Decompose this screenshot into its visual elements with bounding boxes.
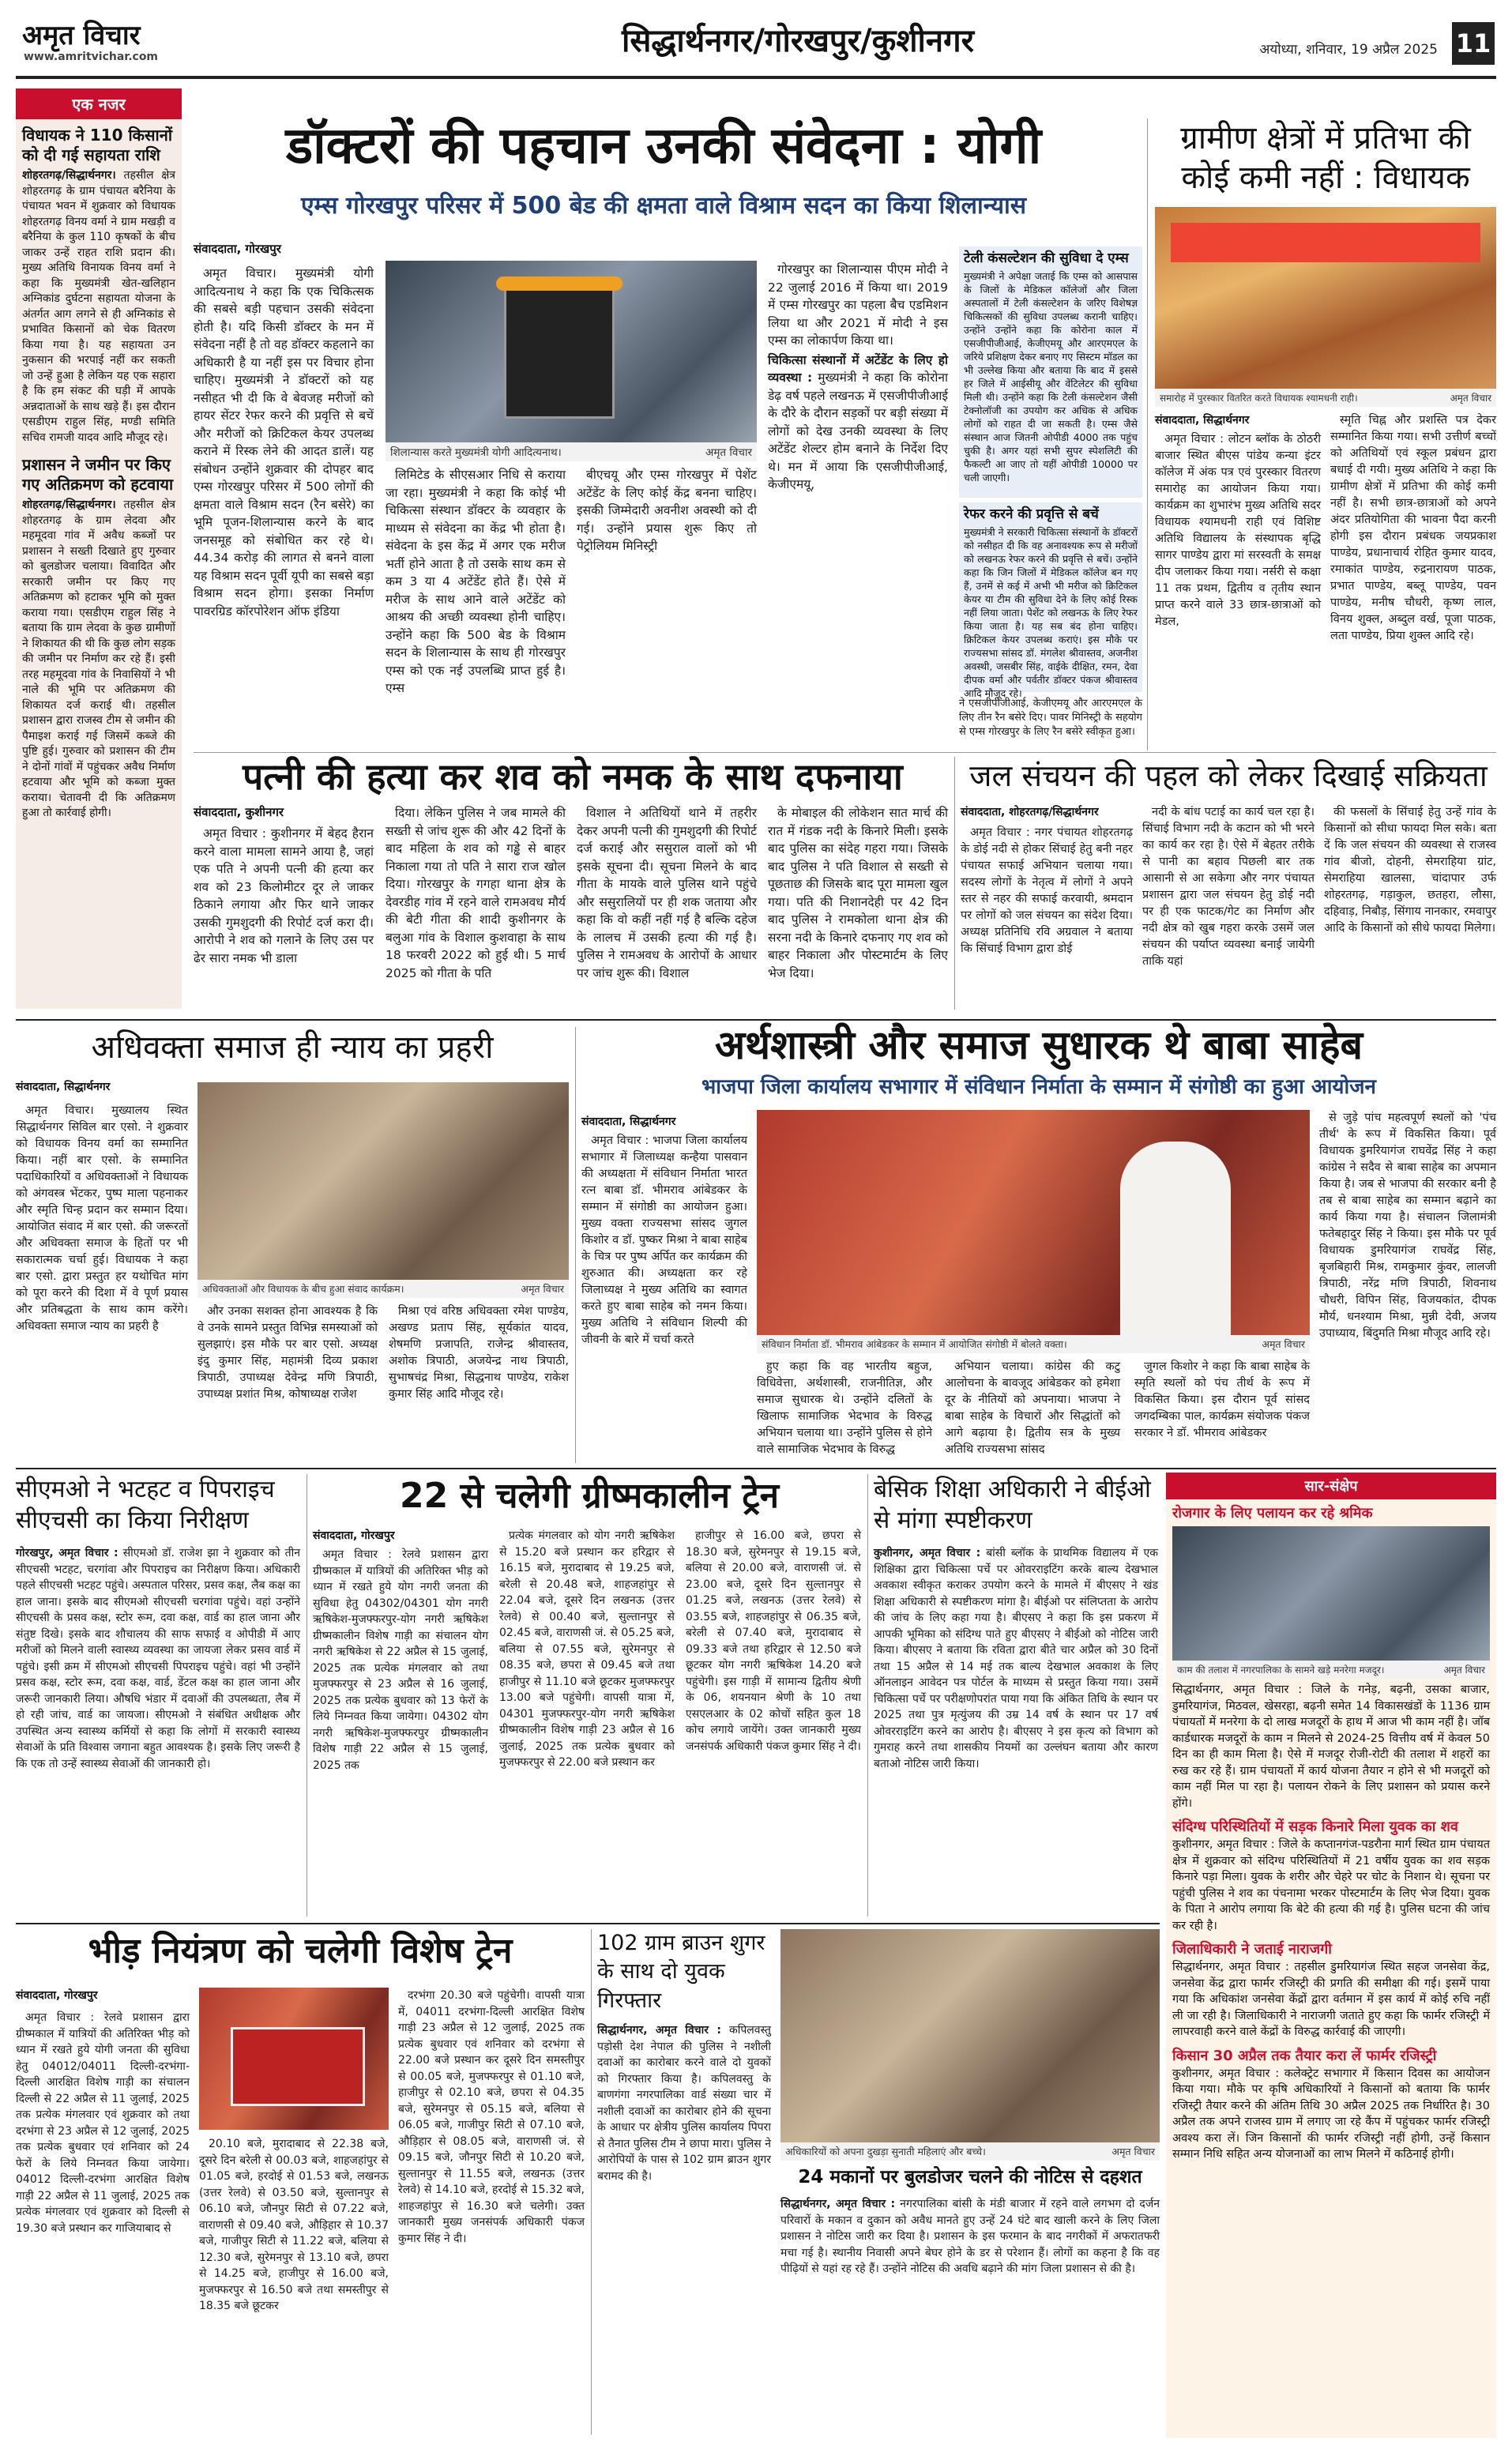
divider-brown-sugar <box>591 1929 592 2435</box>
summer-train-col1-text: अमृत विचार : रेलवे प्रशासन द्वारा ग्रीष्मकाल में यात्रियों की अतिरिक्त भीड़ को ध्यान में रखते हुये योग नगरी जनता की सुविधा हेतु 04302/04301 योग नगरी ऋषिकेश-मुजफ्फरपुर-योग नगरी ऋषिकेश ग्रीष्मकालीन विशेष गाड़ी का संचालन योग नगरी ऋषिकेश से 22 अप्रैल से 15 जुलाई, 2025 तक प्रत्येक मंगलवार को तथा मुजफ्फरपुर से 23 अप्रैल से 16 जुलाई, 2025 तक प्रत्येक बुधवार को 13 फेरों के लिये निम्नवत किया जायेगा। 04302 योग नगरी ऋषिकेश-मुजफ्फरपुर ग्रीष्मकालीन विशेष गाड़ी 22 अप्रैल से 15 जुलाई, 2025 तक <box>313 1548 488 1772</box>
brown-sugar-headline: 102 ग्राम ब्राउन शुगर के साथ दो युवक गिरफ्तार <box>597 1931 765 2013</box>
cmo-byline: गोरखपुर, अमृत विचार : <box>16 1547 118 1559</box>
lead-col2b <box>577 466 757 747</box>
rule-row2 <box>194 752 1496 753</box>
bsa-byline: कुशीनगर, अमृत विचार : <box>874 1547 981 1559</box>
murder-col2-text: दिया। लेकिन पुलिस ने जब मामले की सख्ती से जांच शुरू की और 42 दिनों के बाद महिला के शव को गड्ढे से बाहर निकाला गया तो पति ने सारा राज खोल दिया। गोरखपुर के गगहा थाना क्षेत्र के देवरडीह गांव में रहने वाले रामअवध मौर्य की बेटी गीता की शादी कुशीनगर के बलुआ गांव के विशाल कुशवाहा के साथ 18 फरवरी 2022 को हुई थी। 5 मार्च 2025 को गीता के पति <box>386 806 566 980</box>
water-byline: संवाददाता, शोहरतगढ़/सिद्धार्थनगर <box>961 806 1099 818</box>
lead-col2b-text: बीएचयू और एम्स गोरखपुर में पेशेंट अटेंडेंट के लिए कोई केंद्र बनना चाहिए। इसकी जिम्मेदारी अवनीश अवस्थी को दी गई। उन्होंने प्रयास शुरू किए तो पेट्रोलियम मिनिस्ट्री <box>577 468 757 553</box>
brown-sugar-byline: सिद्धार्थनगर, अमृत विचार : <box>597 2024 721 2037</box>
brief1-photo <box>1172 1526 1490 1661</box>
bulldozer-headline: 24 मकानों पर बुलडोजर चलने की नोटिस से दहशत <box>798 2167 1142 2187</box>
briefs-column <box>1166 1473 1496 2438</box>
bsa-headline: बेसिक शिक्षा अधिकारी ने बीईओ से मांगा स्पष्टीकरण <box>874 1476 1151 1534</box>
lead-photo <box>386 261 757 442</box>
right-top-headline: ग्रामीण क्षेत्रों में प्रतिभा की कोई कमी नहीं : विधायक <box>1180 120 1471 196</box>
cmo-body <box>16 1545 300 1915</box>
right-top-col1-text: अमृत विचार : लोटन ब्लॉक के ठोठरी बाजार स्थित बीएस पांडेय कन्या इंटर कॉलेज में अंक पत्र एवं पुरस्कार वितरण समारोह का आयोजन किया गया। कार्यक्रम का शुभारंभ मुख्य अतिथि सदर विधायक श्यामधनी राही एवं विशिष्ट अतिथि विद्यालय के संस्थापक बृद्धि सागर पाण्डेय द्वारा मां सरस्वती के समक्ष दीप जलाकर किया गया। नर्सरी से कक्षा 11 तक प्रथम, द्वितीय व तृतीय स्थान प्राप्त करने वाले 33 छात्र-छात्राओं को मेडल, <box>1155 433 1321 628</box>
crowd-train-headline: भीड़ नियंत्रण को चलेगी विशेष ट्रेन <box>88 1931 513 1971</box>
right-top-photo-credit: अमृत विचार <box>1450 393 1491 404</box>
murder-col1-text: अमृत विचार : कुशीनगर में बेहद हैरान करने वाला मामला सामने आया है, जहां एक पति ने अपनी पत्नी की हत्या कर शव को 23 किलोमीटर दूर ले जाकर ठिकाने लगाया और फिर थाने जाकर उसकी गुमशुदगी की रिपोर्ट दर्ज करा दी। आरोपी ने शव को गलाने के लिए उस पर ढेर सारा नमक भी डाला <box>194 826 374 965</box>
advocate-photo <box>197 1082 569 1280</box>
lead-col3-more: मुख्यमंत्री ने कहा कि कोरोना डेढ़ वर्ष पहले लखनऊ में एसजीपीजीआई के दौरे के दौरान सड़कों पर बड़ी संख्या में लोगों को देख उनकी व्यवस्था के लिए अटेंडेंट शेल्टर होम बनाने के निर्देश दिए थे। मन में आया कि एसजीपीजीआई, केजीएमयू, <box>768 371 948 491</box>
water-col2-text: नदी के बांध पटाई का कार्य चल रहा है। सिंचाई विभाग नदी के कटान को भी भरने का कार्य कर रहा है। ऐसे में बेहतर तरीके से पानी का बहाव पिछली बार तक आसानी से आ सकेगा और नगर पंचायत प्रशासन द्वारा जल संचयन हेतु डोई नदी पर ही एक फाटक/गेट का निर्माण और नदी क्षेत्र को खुब गहरा करके उसमें जल संचयन की पर्याप्त व्यवस्था बनाई जायेगी ताकि यहां <box>1142 806 1315 968</box>
right-top-caption-text: समारोह में पुरस्कार वितरित करते विधायक श्यामधनी राही। <box>1160 393 1358 404</box>
sidebar-story2-byline: शोहरतगढ़/सिद्धार्थनगर। <box>22 498 116 511</box>
brief1-text: सिद्धार्थनगर, अमृत विचार : जिले के गनेड़, बढ़नी, उसका बाजार, डुमरियागंज, मिठवल, खेसरहा, बढ़नी समेत 14 विकासखंडों के 1136 ग्राम पंचायतों में मनरेगा के दो लाख मजदूरों के हाथ में आज भी काम नहीं है। जॉब कार्डधारक मजदूरों के काम न मिलने से 2024-25 वित्तीय वर्ष में केवल 50 दिन का ही काम मिला है। ऐसे में मजदूर रोजी-रोटी की तलाश में शहरों का रुख कर रहे हैं। ग्राम पंचायतों में कार्य योजना तैयार न होने से भी मजदूरों को काम नहीं मिल पा रहा है। पलायन रोकने के लिए प्रशासन को प्रयास करने होंगे। <box>1172 1683 1490 1810</box>
water-col1 <box>961 825 1133 1006</box>
ambedkar-col5-text: से जुड़े पांच महत्वपूर्ण स्थलों को 'पंच तीर्थ' के रूप में विकसित किया। पूर्व विधायक डुमरियागंज राघवेंद्र सिंह ने कहा कांग्रेस ने सदैव से बाबा साहेब का अपमान किया है। जब से भाजपा की सरकार बनी है तब से बाबा साहेब का सम्मान बढ़ाने का कार्य किया गया है। संचालन जिलामंत्री फतेबहादुर सिंह ने किया। इस मौके पर पूर्व विधायक डुमरियागंज राघवेंद्र सिंह, बृजबिहारी मिश्र, रामकुमार कुंवर, लालजी त्रिपाठी, नरेंद्र मणि त्रिपाठी, शिवनाथ चौधरी, विपिन सिंह, विजयकांत, दीपक मौर्य, धनश्याम मिश्रा, मुन्नी देवी, अजय उपाध्याय, बिंदुमति मिश्रा मौजूद आदि रहे। <box>1319 1112 1496 1340</box>
rule-row4 <box>16 1468 1496 1469</box>
locomotive <box>231 2027 365 2106</box>
summer-train-col2 <box>499 1528 675 1915</box>
lead-col3 <box>768 261 948 747</box>
brief3-text: सिद्धार्थनगर, अमृत विचार : तहसील डुमरियागंज स्थित सहज जनसेवा केंद्र, जनसेवा केंद्र द्वारा फार्मर रजिस्ट्री की प्रगति की समीक्षा की गई। इसमें पाया गया कि अधिकांश जनसेवा केंद्रों द्वारा वर्तमान में इस कार्य में कोई रुचि नहीं ली जा रही है। जिलाधिकारी ने नाराजगी जताते हुए कहा कि फार्मर रजिस्ट्री में लापरवाही करने वाले केंद्रों के विरुद्ध कार्रवाई की जाएगी। <box>1172 1961 1490 2038</box>
lead-photo-caption-text: शिलान्यास करते मुख्यमंत्री योगी आदित्यनाथ। <box>390 446 562 459</box>
brief1-headline: रोजगार के लिए पलायन कर रहे श्रमिक <box>1172 1505 1373 1522</box>
advocate-col3 <box>389 1303 569 1460</box>
bulldozer-byline: सिद्धार्थनगर, अमृत विचार : <box>780 2198 896 2210</box>
brief2-headline: संदिग्ध परिस्थितियों में सड़क किनारे मिला युवक का शव <box>1172 1819 1458 1835</box>
murder-col2 <box>386 804 566 1006</box>
brief1-photo-credit: अमृत विचार <box>1443 1664 1485 1676</box>
lead-subhead: एम्स गोरखपुर परिसर में 500 बेड की क्षमता वाले विश्राम सदन का किया शिलान्यास <box>300 192 1027 220</box>
summer-train-byline: संवाददाता, गोरखपुर <box>313 1529 395 1542</box>
summer-train-headline: 22 से चलेगी ग्रीष्मकालीन ट्रेन <box>399 1476 780 1516</box>
ambedkar-col4-text: जुगल किशोर ने कहा कि बाबा साहेब के स्मृति स्थलों को पंच तीर्थ के रूप में विकसित किया। इस दौरान पूर्व सांसद जगदम्बिका पाल, कार्यक्रम संयोजक पंकज सरकार ने डॉ. भीमराव आंबेडकर <box>1134 1360 1310 1439</box>
ambedkar-col5 <box>1319 1110 1496 1460</box>
advocate-col1-text: अमृत विचार। मुख्यालय स्थित सिद्धार्थनगर सिविल बार एसो. ने शुक्रवार को विधायक विनय वर्मा का सम्मानित किया। नहीं बार एसो. के सम्मानित पदाधिकारियों व अधिवक्ताओं ने विधायक को अंगवस्त्र भेंटकर, पुष्प माला पहनाकर और स्मृति चिन्ह प्रदान कर सम्मान दिया। आयोजित संवाद में बार एसो. की जरूरतों और अधिवक्ता समाज के हितों पर भी सकारात्मक चर्चा हुई। विधायक ने कहा बार एसो. द्वारा प्रस्तुत हर यथोचित मांग को पूरा करने की दिशा में वे पूर्ण प्रयास और प्रतिबद्धता के साथ काम करेंगे। अधिवक्ता समाज न्याय का प्रहरी है <box>16 1104 188 1333</box>
divider-water <box>954 757 955 1010</box>
murder-col1 <box>194 825 374 1006</box>
lead-box <box>959 246 1142 498</box>
murder-col3 <box>577 804 757 1006</box>
sidebar-story2-headline: प्रशासन ने जमीन पर किए गए अतिक्रमण को हटवाया <box>22 455 174 494</box>
bsa-text: बांसी ब्लॉक के प्राथमिक विद्यालय में एक शिक्षिका द्वारा चिकित्सा पर्चे पर ओवरराइटिंग करके बाल्य देखभाल अवकाश स्वीकृत कराकर उपयोग करने के मामले में बीएसए ने खंड शिक्षा अधिकारी से स्पष्टीकरण मांगा है। बीईओ पर संलिप्तता के आरोप की जांच के लिए कहा गया है। बीएसए ने कहा कि इस प्रकरण में आपकी भूमिका को संदिग्ध पाते हुए बीएसए ने बीईओ को नोटिस जारी किया। बीएसए ने बताया कि रविता द्वारा बीते चार अप्रैल को 30 दिनों तथा 15 अप्रैल से 14 मई तक बाल्य देखभाल अवकाश के लिए ऑनलाइन आवेदन पत्र पोर्टल के माध्यम से प्रस्तुत किया गया। उसमें चिकित्सा पर्चे पर परीक्षणोपरांत पाया गया कि अंकित तिथि के स्थान पर 2025 तथा पुत्र मृत्युंजय की उम्र 14 वर्ष के स्थान पर 17 वर्ष ओवरराइटिंग करने का आरोप है। बीएसए ने इस कृत्य को विभाग को गुमराह करने तथा शासकीय नियमों का उल्लंघन बताया और कारण बताओ नोटिस जारी किया। <box>874 1547 1159 1770</box>
sidebar-story1-text: तहसील क्षेत्र शोहरतगढ़ के ग्राम पंचायत बरैनिया के पंचायत भवन में शुक्रवार को विधायक शोहरतगढ़ विनय वर्मा ने ग्राम मखड़ी व बरैनिया के कुल 110 कृषकों के बीच जाकर उन्हें राहत राशि प्रदान की। मुख्य अतिथि विनायक विनय वर्मा ने कहा कि मुख्यमंत्री खेत-खलिहान अग्निकांड दुर्घटना सहायता योजना के अंतर्गत आग लगने से ही अग्निकांड से प्रभावित किसानों को चेक वितरण किया गया है। यह सहायता उन नुकसान की भरपाई नहीं कर सकती जो उन्हें हुआ है लेकिन यह एक सहारा है कि हम संकट की घड़ी में आपके अन्नदाताओं के साथ खड़े हैं। इस दौरान एसडीएम राहुल सिंह, मण्डी समिति सचिव रामजी यादव आदि मौजूद रहे। <box>22 169 175 444</box>
water-col2 <box>1142 804 1315 1006</box>
right-top-col2 <box>1330 412 1496 747</box>
sidebar-story1-headline: विधायक ने 110 किसानों को दी गई सहायता राशि <box>22 126 172 164</box>
ambedkar-photo-credit: अमृत विचार <box>1262 1338 1305 1350</box>
summer-train-col2-text: प्रत्येक मंगलवार को योग नगरी ऋषिकेश से 15.20 बजे प्रस्थान कर हरिद्वार से 16.15 बजे, मुरादाबाद से 19.25 बजे, बरेली से 20.48 बजे, शाहजहांपुर से 22.04 बजे, दूसरे दिन लखनऊ (उत्तर रेलवे) से 00.40 बजे, सुल्तानपुर से 02.45 बजे, वाराणसी जं. से 05.25 बजे, बलिया से 07.55 बजे, सुरेमनपुर से 08.35 बजे, छपरा से 09.45 बजे तथा हाजीपुर से 11.10 बजे छूटकर मुजफ्फरपुर 13.00 बजे पहुंचेगी। वापसी यात्रा में, 04301 मुजफ्फरपुर-योग नगरी ऋषिकेश ग्रीष्मकालीन विशेष गाड़ी 23 अप्रैल से 16 जुलाई, 2025 तक प्रत्येक बुधवार को मुजफ्फरपुर से 22.00 बजे प्रस्थान कर <box>499 1529 675 1769</box>
summer-train-col3-text: हाजीपुर से 16.00 बजे, छपरा से 18.30 बजे, सुरेमनपुर से 19.15 बजे, बलिया से 20.00 बजे, वाराणसी जं. से 23.00 बजे, दूसरे दिन सुल्तानपुर से 01.25 बजे, लखनऊ (उत्तर रेलवे) से 03.55 बजे, शाहजहांपुर से 06.35 बजे, बरेली से 07.40 बजे, मुरादाबाद से 09.33 बजे तथा हरिद्वार से 12.50 बजे छूटकर योग नगरी ऋषिकेश 14.20 बजे पहुंचेगी। इस गाड़ी में सामान्य द्वितीय श्रेणी के 06, शयनयान श्रेणी के 10 तथा एसएलआर के 02 कोचों सहित कुल 18 कोच लगाये जायेंगे। उक्त जानकारी मुख्य जनसंपर्क अधिकारी पंकज कुमार सिंह ने दी। <box>686 1529 861 1753</box>
bulldozer-text: नगरपालिका बांसी के मंडी बाजार में रहने वाले लगभग दो दर्जन परिवारों के मकान व दुकान को अवैध मानते हुए उन्हें 24 घंटे बाद खाली करने के लिए जिला प्रशासन ने नोटिस जारी कर दिया है। प्रशासन के इस फरमान के बाद नगरीकों में अफरातफरी मचा गई है। स्थानीय निवासी अपने बेघर होने के डर से परेशान हैं। लोगों का कहना है कि वह पीढ़ियों से यहां रह रहे हैं। उन्होंने नोटिस की अवधि बढ़ाने की मांग जिला प्रशासन से की है। <box>780 2198 1160 2275</box>
divider-ambedkar <box>575 1027 576 1463</box>
masthead <box>0 0 1512 76</box>
lead-col3-text: गोरखपुर का शिलान्यास पीएम मोदी ने 22 जुलाई 2016 में किया था। 2019 में एम्स गोरखपुर का पहला बैच एडमिशन लिया था और 2021 में मोदी ने इस एम्स का लोकार्पण किया था। <box>768 262 948 348</box>
section-title: सिद्धार्थनगर/गोरखपुर/कुशीनगर <box>622 23 974 59</box>
bulldozer-caption-text: अधिकारियों को अपना दुखड़ा सुनाती महिलाएं और बच्चे। <box>785 2146 986 2157</box>
water-col3-text: की फसलों के सिंचाई हेतु उन्हें गांव के किसानों को सीधा फायदा मिल सके। बता दें कि जल संचयन की व्यवस्था से राजस्व गांव बीजो, दोहनी, सेमराहिया ग्रांट, सेमराहिया खालसा, चांदापार उर्फ शोहरतगढ़, गड़ाकुल, छतहरा, लौसा, दहिवाड़, निबौड़, सिंगाय नानकार, रमवापुर आदि के किसानों को सीधे फायदा मिलेगा। <box>1324 806 1496 935</box>
lead-box2-headline: रेफर करने की प्रवृत्ति से बचें <box>964 506 1099 522</box>
advocate-col2 <box>197 1303 378 1460</box>
cmo-headline: सीएमओ ने भटहट व पिपराइच सीएचसी का किया निरीक्षण <box>16 1476 275 1534</box>
divider-right-top <box>1147 118 1148 750</box>
lead-col2 <box>386 466 566 747</box>
right-top-col1 <box>1155 431 1321 747</box>
ambedkar-col2-text: हुए कहा कि वह भारतीय बहुज, विधिवेत्ता, अर्थशास्त्री, राजनीतिज्ञ, और समाज सुधारक थे। उन्होंने दलितों के खिलाफ सामाजिक भेदभाव के विरुद्ध अभियान चलाया था। उन्होंने पुलिस से होने वाले सामाजिक भेदभाव के विरुद्ध <box>757 1360 932 1456</box>
page-number: 11 <box>1452 22 1495 65</box>
advocate-col1 <box>16 1103 188 1460</box>
website[interactable]: www.amritvichar.com <box>24 51 159 63</box>
ambedkar-caption <box>757 1335 1310 1353</box>
brown-sugar-body <box>597 2022 771 2436</box>
lead-box1-text: मुख्यमंत्री ने अपेक्षा जताई कि एम्स को आसपास के जिलों के मेडिकल कॉलेजों और जिला अस्पतालों में टेली कंसल्टेशन के जरिए विशेषज्ञ चिकित्सकों की सुविधा उपलब्ध करानी चाहिए। उन्होंने उन्होंने कहा कि कोरोना काल में एसजीपीजीआई, केजीएमयू और आरएमएल के जरिये प्रशिक्षण देकर बनाए गए सिस्टम मॉडल का भी उल्लेख किया और बताया कि बाद में इससे हर जिले में आईसीयू और वेंटिलेटर की सुविधा मिली थी। उन्होंने कहा कि टेली कंसल्टेशन जैसी टेक्नोलॉजी का उपयोग कर अधिक से अधिक लोगों को राहत दी जा सकती है। एम्स जैसे संस्थान आज जितनी ओपीडी 4000 तक पहुंच चुकी है। अगर यहां सभी सुपर स्पेशलिटी की फैकल्टी आ जाए तो यहीं ओपीडी 10000 पर चली जाएगी। <box>964 269 1138 483</box>
summer-train-col3 <box>686 1528 861 1915</box>
marigold-garland <box>496 276 622 291</box>
crowd-train-col1 <box>16 2010 190 2436</box>
lead-col5 <box>959 697 1142 747</box>
ambedkar-headline: अर्थशास्त्री और समाज सुधारक थे बाबा साहेब <box>714 1022 1363 1068</box>
right-top-caption <box>1155 389 1496 407</box>
lead-col5-text: ने एसजीपीजीआई, केजीएमयू और आरएमएल के लिए तीन रैन बसेरे दिए। पावर मिनिस्ट्री के सहयोग से एम्स गोरखपुर के लिए रैन बसेरे स्वीकृत हुआ। <box>959 698 1142 738</box>
advocate-caption-text: अधिवक्ताओं और विधायक के बीच हुआ संवाद कार्यक्रम। <box>202 1283 404 1295</box>
murder-headline: पत्नी की हत्या कर शव को नमक के साथ दफनाया <box>243 755 903 798</box>
lead-byline: संवाददाता, गोरखपुर <box>194 242 281 256</box>
sidebar-story1-byline: शोहरतगढ़/सिद्धार्थनगर। <box>22 169 116 182</box>
murder-byline: संवाददाता, कुशीनगर <box>194 805 284 819</box>
ambedkar-photo <box>757 1110 1310 1335</box>
lead-photo-credit: अमृत विचार <box>705 446 752 459</box>
lead-col1 <box>194 265 374 747</box>
briefs-label: सार-संक्षेप <box>1166 1473 1496 1499</box>
lead-headline: डॉक्टरों की पहचान उनकी संवेदना : योगी <box>285 117 1042 175</box>
cmo-text: सीएमओ डॉ. राजेश झा ने शुक्रवार को तीन सीएचसी भटहट, चरगांवा और पिपराइच का निरीक्षण किया। अधिकारी पहले सीएचसी भटहट पहुंचे। अस्पताल परिसर, प्रसव कक्ष, लैब कक्ष का हाल जाना। इसके बाद सीएमओ सीएचसी चरगांवा पहुंचे। वहां उन्होंने सीएचसी के प्रसव कक्ष, स्टोर रूम, दवा कक्ष, वार्ड का हाल जाना और संतुष्ट दिखे। इसके बाद शौचालय की साफ सफाई व ओपीडी में आए मरीजों को मिलने वाली स्वास्थ्य व्यवस्था का जायजा लेकर प्रसव वार्ड में पहुंचे। इसी क्रम में सीएमओ सीएचसी पिपराइच पहुंचे। वहां भी उन्होंने प्रसव कक्ष, स्टोर रूम, दवा कक्ष, वार्ड, डेंटल कक्ष का हाल जाना और जरूरी जानकारी लिया। औषधि भंडार में दवाओं की उपलब्धता, लैब में हो रही जांच, वार्ड का जायजा। सीएमओ ने संबंधित अधीक्षक और उपस्थित अन्य स्वास्थ्य कर्मियों से कहा कि लोगों में सरकारी स्वास्थ्य सेवाओं के प्रति विश्वास जगाना बहुत आवश्यक है। इसके लिए जरूरी है कि एक तो उन्हें स्वास्थ्य सेवाओं की जानकारी हो। <box>16 1547 300 1770</box>
speaker <box>1120 1142 1231 1335</box>
right-top-col2-text: स्मृति चिह्न और प्रशस्ति पत्र देकर सम्मानित किया गया। सभी उत्तीर्ण बच्चों को अतिथियों एवं स्कूल प्रबंधन द्वारा बधाई दी गयी। मुख्य अतिथि ने कहा कि ग्रामीण क्षेत्रों में प्रतिभा की कोई कमी नहीं है। सभी छात्र-छात्राओं को अपने अंदर प्रतियोगिता की भावना पैदा करनी होगी इस दौरान प्रबंधक जयप्रकाश पाण्डेय, प्रधानाचार्य रोहित कुमार यादव, रमाकांत पाण्डेय, रुद्रनारायण पाठक, प्रभात पाण्डेय, बब्लू पाण्डेय, पवन पाण्डेय, मनीष चौधरी, कृष्ण लाल, विनय शुक्ल, अब्दुल वर्ख, पूजा पाठक, लता पाण्डेय, प्रिया शुक्ल आदि रहे। <box>1330 414 1496 642</box>
brief4-text: कुशीनगर, अमृत विचार : कलेक्ट्रेट सभागार में किसान दिवस का आयोजन किया गया। मौके पर कृषि अधिकारियों ने किसानों को बताया कि फार्मर रजिस्ट्री तैयार करने की अंतिम तिथि 30 अप्रैल 2025 तक निर्धारित है। 30 अप्रैल तक अपने राजस्व ग्राम में लगाए जा रहे कैंप में पहुंचकर फार्मर रजिस्ट्री अवश्य करा लें। जिन किसानों की फार्मर रजिस्ट्री नहीं होगी, उन्हें किसान सम्मान निधि सहित अन्य योजनाओं का लाभ मिलने में कठिनाई होगी। <box>1172 2067 1490 2161</box>
advocate-col2-text: और उनका सशक्त होना आवश्यक है कि वे उनके सामने प्रस्तुत विभिन्न समस्याओं को सुलझाएं। इस मौके पर बार एसो. अध्यक्ष इंदु कुमार सिंह, महामंत्री दिव्य प्रकाश त्रिपाठी, उपाध्यक्ष देवेन्द्र मणि त्रिपाठी, उपाध्यक्ष प्रशांत मिश्र, कोषाध्यक्ष राजेश <box>197 1305 378 1401</box>
right-top-photo <box>1155 207 1496 389</box>
water-col1-text: अमृत विचार : नगर पंचायत शोहरतगढ़ के डोई नदी से होकर सिंचाई हेतु बनी नहर पंचायत सफाई अभियान चलाया गया। सदस्य लोगों के नेतृत्व में लोगों ने अपने स्तर से नहर की सफाई करवायी, श्रमदान पर लोगों को जल संचयन का संदेश दिया। अध्यक्ष प्रतिनिधि रवि अग्रवाल ने बताया कि सिंचाई विभाग द्वारा डोई <box>961 826 1133 955</box>
sidebar <box>16 88 182 1009</box>
advocate-byline: संवाददाता, सिद्धार्थनगर <box>16 1081 111 1093</box>
brief2-text: कुशीनगर, अमृत विचार : जिले के कप्तानगंज-पडरौना मार्ग स्थित ग्राम पंचायत क्षेत्र में शुक्रवार को संदिग्ध परिस्थितियों में 21 वर्षीय युवक का शव सड़क किनारे पड़ा मिला। युवक के शरीर और चेहरे पर चोट के निशान थे। सूचना पर पहुंची पुलिस ने शव का पंचनामा भरकर पोस्टमार्टम के लिए भेज दिया। युवक के पिता ने आरोप लगाया कि बेटे की हत्या की गई है। पुलिस घटना की जांच कर रही है। <box>1172 1838 1490 1932</box>
sidebar-story2-text: तहसील क्षेत्र शोहरतगढ़ के ग्राम लेदवा और महमूदवा गांव में अवैध कब्जों पर प्रशासन ने सख्ती दिखाते हुए गुरुवार को बुलडोजर चलाया। विवादित और सरकारी जमीन पर किए गए अतिक्रमण को हटाकर भूमि को मुक्त कराया गया। एसडीएम राहुल सिंह ने बताया कि ग्राम लेदवा के कुछ ग्रामीणों ने शिकायत की थी कि कुछ लोग सड़क की जमीन पर निर्माण कर रहे हैं। इसी तरह महमूदवा गांव के निवासियों ने भी नाले की भूमि पर अतिक्रमण की शिकायत दर्ज कराई थी। तहसील प्रशासन द्वारा राजस्व टीम से जमीन की पैमाइश कराई गई जिसमें कब्जे की पुष्टि हुई। गुरुवार को प्रशासन की टीम ने दोनों गांवों में पहुंचकर अवैध निर्माण हटवाया और भूमि को कब्जा मुक्त कराया। चेतावनी दी कि अतिक्रमण हुआ तो कार्रवाई होगी। <box>22 498 175 819</box>
plaque <box>504 284 615 419</box>
advocate-caption <box>197 1280 569 1298</box>
lead-col1-text: अमृत विचार। मुख्यमंत्री योगी आदित्यनाथ ने कहा कि एक चिकित्सक की सबसे बड़ी पहचान उसकी संवेदना होती है। यदि किसी डॉक्टर के मन में संवेदना नहीं है तो वह डॉक्टर कहलाने का अधिकारी है या नहीं इस पर विचार होना चाहिए। मुख्यमंत्री ने डॉक्टरों को यह नसीहत भी दी कि वे बेवजह मरीजों को हायर सेंटर रेफर करने की प्रवृत्ति से बचें और मरीजों को क्रिटिकल केयर उपलब्ध कराने में रिस्क लेने की आदत डालें। यह संबोधन उन्होंने शुक्रवार की दोपहर बाद एम्स गोरखपुर परिसर में 500 लोगों की क्षमता वाले विश्राम सदन (रैन बसेरे) का भूमि पूजन-शिलान्यास करने के बाद जनसमूह को संबोधित कर रहे थे। 44.34 करोड़ की लागत से बनने वाला यह विश्राम सदन पूर्वी यूपी का सबसे बड़ा विश्राम सदन होगा। इसका निर्माण पावरग्रिड कॉरपोरेशन ऑफ इंडिया <box>194 266 374 619</box>
sidebar-label: एक नजर <box>16 88 182 119</box>
crowd-train-col3 <box>398 1988 585 2436</box>
crowd-train-col2-text: 20.10 बजे, मुरादाबाद से 22.38 बजे, दूसरे दिन बरेली से 00.03 बजे, शाहजहांपुर से 01.05 बजे, हरदोई से 01.53 बजे, लखनऊ (उत्तर रेलवे) से 03.50 बजे, सुल्तानपुर से 06.10 बजे, जौनपुर सिटी से 07.22 बजे, वाराणसी से 09.40 बजे, औड़िहार से 10.37 बजे, गाजीपुर सिटी से 11.22 बजे, बलिया से 12.30 बजे, सुरेमनपुर से 13.10 बजे, छपरा से 14.25 बजे, हाजीपुर से 16.00 बजे, मुजफ्फरपुर से 16.50 बजे तथा समस्तीपुर से 18.35 बजे छूटकर <box>199 2138 389 2312</box>
masthead-rule <box>16 76 1496 79</box>
ambedkar-col3-text: अभियान चलाया। कांग्रेस की कटु आलोचना के बावजूद आंबेडकर को हमेशा दूर के नीतियों को अपनाया। भाजपा ने बाबा साहेब के विचारों और सिद्धांतों को आगे बढ़ाया है। द्वितीय सत्र के मुख्य अतिथि राज्यसभा सांसद <box>945 1360 1120 1456</box>
brief4-headline: किसान 30 अप्रैल तक तैयार करा लें फार्मर रजिस्ट्री <box>1172 2047 1437 2064</box>
ambedkar-subhead: भाजपा जिला कार्यालय सभागार में संविधान निर्माता के सम्मान में संगोष्ठी का हुआ आयोजन <box>701 1075 1376 1099</box>
brief1-caption-text: काम की तलाश में नगरपालिका के सामने खड़े मनरेगा मजदूर। <box>1177 1664 1385 1676</box>
crowd-train-col2 <box>199 2136 389 2436</box>
lead-box1-headline: टेली कंसल्टेशन की सुविधा दे एम्स <box>964 250 1129 266</box>
ambedkar-caption-text: संविधान निर्माता डॉ. भीमराव आंबेडकर के सम्मान में आयोजित संगोष्ठी में बोलते वक्ता। <box>762 1338 1067 1350</box>
crowd-train-photo <box>199 1988 389 2130</box>
bulldozer-photo-credit: अमृत विचार <box>1111 2146 1155 2157</box>
advocate-photo-credit: अमृत विचार <box>521 1283 564 1295</box>
ambedkar-col1-text: अमृत विचार : भाजपा जिला कार्यालय सभागार में जिलाध्यक्ष कन्हैया पासवान की अध्यक्षता में संविधान निर्माता भारत रत्न बाबा डॉ. भीमराव आंबेडकर के सम्मान में संगोष्ठी का आयोजन हुआ। मुख्य वक्ता राज्यसभा सांसद जुगल किशोर व डॉ. पुष्कर मिश्रा ने बाबा साहेब के चित्र पर पुष्प अर्पित कर कार्यक्रम की शुरुआत की। अध्यक्षता कर रहे जिलाध्यक्ष ने मुख्य अतिथि का स्वागत करते हुए बाबा साहेब को नमन किया। मुख्य अतिथि ने संविधान शिल्पी की जीवनी के बारे में चर्चा करते <box>581 1134 747 1346</box>
sidebar-story2-body <box>22 498 175 822</box>
crowd-train-byline: संवाददाता, गोरखपुर <box>16 1989 98 2002</box>
rule-row3 <box>16 1019 1496 1021</box>
murder-col4 <box>768 804 948 1006</box>
ambedkar-col1 <box>581 1133 747 1460</box>
murder-col3-text: विशाल ने अतिथियों थाने में तहरीर देकर अपनी पत्नी की गुमशुदगी की रिपोर्ट दर्ज कराई और ससुराल वालों को भी इसके सूचना दी। सूचना मिलने के बाद गीता के मायके वाले पुलिस थाने पहुंचे और ससुरालियों पर ही शक जताया और कहा कि वो कहीं नहीं गई है बल्कि दहेज के लालच में उसकी हत्या की गई है। पुलिस ने रामअवध के आरोपों के आधार पर जांच शुरू की। विशाल <box>577 806 757 980</box>
lead-col3-subhead: चिकित्सा संस्थानों में अटेंडेंट के लिए हो व्यवस्था : <box>768 352 948 385</box>
crowd-train-col3-text: दरभंगा 20.30 बजे पहुंचेगी। वापसी यात्रा में, 04011 दरभंगा-दिल्ली आरक्षित विशेष गाड़ी 23 अप्रैल से 12 जुलाई, 2025 तक प्रत्येक बुधवार एवं शनिवार को दरभंगा से 22.00 बजे प्रस्थान कर दूसरे दिन समस्तीपुर से 00.05 बजे, मुजफ्फरपुर से 01.10 बजे, हाजीपुर से 02.10 बजे, छपरा से 04.35 बजे, सुरेमनपुर से 05.15 बजे, बलिया से 06.05 बजे, गाजीपुर सिटी से 07.10 बजे, औड़िहार से 08.05 बजे, वाराणसी जं. से 09.15 बजे, जौनपुर सिटी से 10.20 बजे, सुल्तानपुर से 11.55 बजे, लखनऊ (उत्तर रेलवे) से 14.10 बजे, हरदोई से 15.32 बजे, शाहजहांपुर से 16.30 बजे चलेगी। उक्त जानकारी मुख्य जनसंपर्क अधिकारी पंकज कुमार सिंह ने दी। <box>398 1989 585 2245</box>
rule-row5 <box>16 1923 1160 1924</box>
brief1-caption <box>1172 1661 1490 1679</box>
sidebar-story1-body <box>22 168 175 446</box>
advocate-col3-text: मिश्रा एवं वरिष्ठ अधिवक्ता रमेश पाण्डेय, अखण्ड प्रताप सिंह, सूर्यकांत यादव, शेषमणि प्रजापति, राजेन्द्र श्रीवास्तव, अशोक त्रिपाठी, अजयेन्द्र नाथ त्रिपाठी, सुभाषचंद्र मिश्रा, सिद्धनाथ पाण्डेय, राकेश कुमार सिंह आदि मौजूद रहे। <box>389 1305 569 1401</box>
banner <box>1171 223 1480 262</box>
summer-train-col1 <box>313 1547 488 1915</box>
brief3-headline: जिलाधिकारी ने जताई नाराजगी <box>1172 1941 1332 1958</box>
lead-box2 <box>959 502 1142 699</box>
ambedkar-byline: संवाददाता, सिद्धार्थनगर <box>581 1115 676 1128</box>
bulldozer-photo <box>780 1929 1160 2142</box>
advocate-headline: अधिवक्ता समाज ही न्याय का प्रहरी <box>91 1029 494 1066</box>
divider-bsa <box>867 1474 868 1917</box>
ambedkar-col4 <box>1134 1359 1310 1460</box>
lead-photo-caption <box>386 442 757 461</box>
bulldozer-caption <box>780 2142 1160 2161</box>
dateline: अयोध्या, शनिवार, 19 अप्रैल 2025 <box>1259 42 1438 58</box>
logo: अमृत विचार <box>22 20 141 51</box>
murder-col4-text: के मोबाइल की लोकेशन सात मार्च की रात में गंडक नदी के किनारे मिली। इसके बाद पुलिस का संदेह गहरा गया। जिसके बाद पुलिस ने पति विशाल से सख्ती से पूछताछ की जिसके बाद पूरा मामला खुल गया। पति की निशानदेही पर 42 दिन बाद पुलिस ने रामकोला थाना क्षेत्र की सरना नदी के किनारे दफनाए गए शव को बाहर निकाला और पोस्टमार्टम के लिए भेज दिया। <box>768 806 948 980</box>
crowd-train-col1-text: अमृत विचार : रेलवे प्रशासन द्वारा ग्रीष्मकाल में यात्रियों की अतिरिक्त भीड़ को ध्यान में रखते हुये योगी जनता की सुविधा हेतु 04012/04011 दिल्ली-दरभंगा-दिल्ली आरक्षित विशेष गाड़ी का संचालन दिल्ली से 22 अप्रैल से 11 जुलाई, 2025 तक प्रत्येक मंगलवार एवं शुक्रवार को तथा दरभंगा से 23 अप्रैल से 12 जुलाई, 2025 तक प्रत्येक बुधवार एवं शनिवार को 24 फेरों के लिये निम्नवत किया जायेगा। 04012 दिल्ली-दरभंगा आरक्षित विशेष गाड़ी 22 अप्रैल से 11 जुलाई, 2025 तक प्रत्येक मंगलवार एवं शुक्रवार को दिल्ली से 19.30 बजे प्रस्थान कर गाजियाबाद से <box>16 2011 190 2235</box>
bsa-body <box>874 1545 1158 1915</box>
brown-sugar-text: कपिलवस्तु पड़ोसी देश नेपाल की पुलिस ने नशीली दवाओं का कारोबार करने वाले दो युवकों को गिरफ्तार किया है। कपिलवस्तु के बाणगंगा नगरपालिका वार्ड संख्या चार में नशीली दवाओं का कारोबार होने की सूचना के आधार पर क्षेत्रीय पुलिस कार्यालय पिपरा से तैनात पुलिस टीम ने छापा मारा। पुलिस ने आरोपियों के पास से 102 ग्राम ब्राउन शुगर बरामद की है। <box>597 2024 772 2183</box>
lead-col2-text: लिमिटेड के सीएसआर निधि से कराया जा रहा। मुख्यमंत्री ने कहा कि कोई भी चिकित्सा संस्थान डॉक्टर के व्यवहार के माध्यम से संवेदना का केंद्र भी होता है। संवेदना के इस केंद्र में अगर एक मरीज भर्ती होने आता है तो उसके साथ कम से कम 3 या 4 अटेंडेंट होते हैं। ऐसे में मरीज के साथ आने वाले अटेंडेंट को आश्रय की अच्छी व्यवस्था होनी चाहिए। उन्होंने कहा कि 500 बेड के विश्राम सदन के शिलान्यास के साथ ही गोरखपुर एम्स को एक नई उपलब्धि प्राप्त हुई है। एम्स <box>386 468 566 695</box>
water-col3 <box>1324 804 1496 1006</box>
ambedkar-col3 <box>945 1359 1120 1460</box>
ambedkar-col2 <box>757 1359 932 1460</box>
bulldozer-body <box>780 2196 1160 2436</box>
water-headline: जल संचयन की पहल को लेकर दिखाई सक्रियता <box>969 758 1488 793</box>
right-top-byline: संवाददाता, सिद्धार्थनगर <box>1155 414 1250 427</box>
lead-box2-text: मुख्यमंत्री ने सरकारी चिकित्सा संस्थानों के डॉक्टरों को नसीहत दी कि वह अनावश्यक रूप से मरीजों को लखनऊ रेफर करने की प्रवृत्ति से बचें। उन्होंने कहा कि जिन जिलों में मेडिकल कॉलेज बन गए हैं, उनमें से कई में अभी भी मरीज को क्रिटिकल केयर या टीम की सुविधा देने के लिए कोई रिस्क नहीं लिया जाता। पेशेंट को लखनऊ के लिए रेफर किया जाता है। यह सब बंद होना चाहिए। क्रिटिकल केयर उपलब्ध कराएं। इस मौके पर राज्यसभा सांसद डॉ. मंगलेश श्रीवास्तव, अजनीश अवस्थी, जसबीर सिंह, वाईके दीक्षित, रमन, देवा दीपक वर्मा और पर्वतीर डॉक्टर पंकज श्रीवास्तव आदि मौजूद रहे। <box>964 525 1138 699</box>
